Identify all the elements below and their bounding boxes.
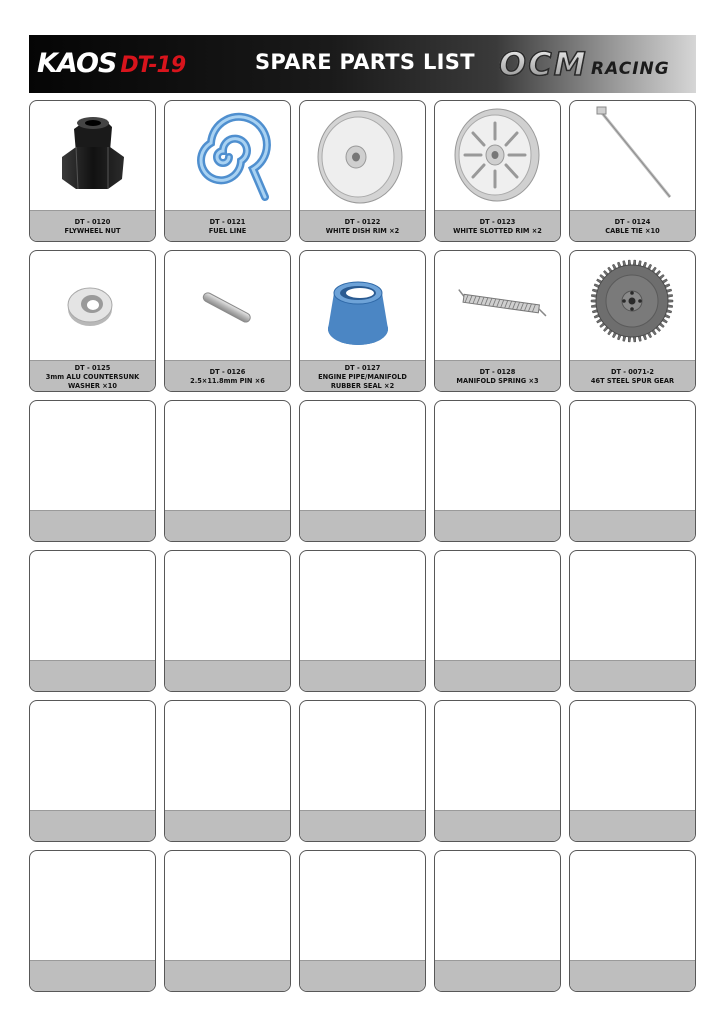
empty-part-card — [299, 700, 426, 842]
part-code: DT - 0120 — [74, 218, 111, 226]
empty-part-card — [29, 850, 156, 992]
part-code: DT - 0122 — [344, 218, 381, 226]
part-label — [570, 660, 695, 692]
part-card — [164, 250, 291, 392]
rubber-seal-icon — [300, 251, 425, 359]
empty-part-card — [164, 850, 291, 992]
empty-image-area — [165, 551, 290, 659]
part-label — [300, 960, 425, 992]
empty-part-card — [29, 550, 156, 692]
empty-image-area — [165, 851, 290, 959]
part-name: 46T STEEL SPUR GEAR — [590, 377, 675, 385]
empty-image-area — [435, 401, 560, 509]
brand-sub: DT-19 — [120, 53, 186, 78]
part-name: ENGINE PIPE/MANIFOLD — [318, 372, 407, 381]
spring-icon — [435, 251, 560, 359]
spur-gear-icon — [570, 251, 695, 359]
part-label — [30, 960, 155, 992]
part-code: DT - 0121 — [209, 218, 246, 226]
part-label — [30, 210, 155, 242]
empty-image-area — [435, 551, 560, 659]
ocm-logo-main: OCM — [499, 45, 588, 83]
slotted-rim-icon — [435, 101, 560, 209]
part-name: FUEL LINE — [208, 227, 247, 235]
part-label — [435, 210, 560, 242]
empty-image-area — [165, 401, 290, 509]
part-label — [30, 810, 155, 842]
ocm-logo-sub: RACING — [591, 59, 670, 79]
flywheel-nut-icon — [30, 101, 155, 209]
part-card — [569, 100, 696, 242]
empty-image-area — [300, 401, 425, 509]
empty-part-card — [29, 700, 156, 842]
empty-image-area — [300, 701, 425, 809]
part-name: WHITE SLOTTED RIM ×2 — [453, 227, 542, 235]
empty-part-card — [164, 700, 291, 842]
part-label — [165, 210, 290, 242]
part-card — [434, 250, 561, 392]
part-name: 3mm ALU COUNTERSUNK — [45, 372, 140, 381]
empty-image-area — [30, 701, 155, 809]
empty-part-card — [569, 700, 696, 842]
empty-part-card — [569, 850, 696, 992]
part-label — [30, 360, 155, 392]
part-code: DT - 0125 — [74, 363, 111, 372]
empty-image-area — [300, 851, 425, 959]
part-label — [570, 510, 695, 542]
part-card — [164, 100, 291, 242]
part-label — [165, 510, 290, 542]
part-card — [29, 250, 156, 392]
page-header — [29, 35, 696, 93]
empty-image-area — [435, 851, 560, 959]
part-code: DT - 0128 — [479, 368, 516, 376]
part-label — [435, 810, 560, 842]
empty-part-card — [299, 400, 426, 542]
part-label — [30, 510, 155, 542]
part-code: DT - 0127 — [344, 363, 381, 372]
empty-image-area — [30, 851, 155, 959]
empty-image-area — [570, 401, 695, 509]
part-label — [570, 810, 695, 842]
part-card — [569, 250, 696, 392]
pin-icon — [165, 251, 290, 359]
part-label — [300, 360, 425, 392]
dish-rim-icon — [300, 101, 425, 209]
part-label — [435, 660, 560, 692]
empty-part-card — [29, 400, 156, 542]
part-code: DT - 0124 — [614, 218, 651, 226]
empty-part-card — [299, 550, 426, 692]
kaos-dt19-logo — [37, 48, 185, 80]
part-name: WASHER ×10 — [68, 381, 117, 390]
part-code: DT - 0071-2 — [611, 368, 654, 376]
part-label — [435, 510, 560, 542]
ocm-racing-logo — [499, 45, 691, 85]
part-label — [570, 960, 695, 992]
empty-part-card — [569, 400, 696, 542]
brand-main: KAOS — [37, 48, 117, 79]
part-label — [165, 360, 290, 392]
part-label — [570, 360, 695, 392]
part-code: DT - 0126 — [209, 368, 246, 376]
part-label — [300, 210, 425, 242]
empty-image-area — [30, 401, 155, 509]
empty-part-card — [164, 400, 291, 542]
part-name: 2.5×11.8mm PIN ×6 — [190, 377, 265, 385]
part-label — [300, 510, 425, 542]
part-card — [29, 100, 156, 242]
empty-image-area — [30, 551, 155, 659]
part-name: RUBBER SEAL ×2 — [330, 381, 395, 390]
part-name: FLYWHEEL NUT — [64, 227, 121, 235]
empty-part-card — [434, 400, 561, 542]
empty-image-area — [435, 701, 560, 809]
part-label — [435, 360, 560, 392]
part-label — [435, 960, 560, 992]
part-card — [434, 100, 561, 242]
empty-part-card — [299, 850, 426, 992]
page-title: SPARE PARTS LIST — [255, 50, 475, 74]
empty-image-area — [165, 701, 290, 809]
part-label — [30, 660, 155, 692]
empty-part-card — [434, 550, 561, 692]
empty-part-card — [164, 550, 291, 692]
empty-part-card — [434, 850, 561, 992]
empty-image-area — [300, 551, 425, 659]
empty-image-area — [570, 551, 695, 659]
cable-tie-icon — [570, 101, 695, 209]
part-label — [300, 660, 425, 692]
part-label — [570, 210, 695, 242]
empty-part-card — [434, 700, 561, 842]
part-card — [299, 250, 426, 392]
washer-icon — [30, 251, 155, 359]
part-label — [165, 960, 290, 992]
part-label — [165, 810, 290, 842]
part-label — [300, 810, 425, 842]
fuel-line-icon — [165, 101, 290, 209]
part-card — [299, 100, 426, 242]
part-name: MANIFOLD SPRING ×3 — [456, 377, 539, 385]
part-name: WHITE DISH RIM ×2 — [325, 227, 400, 235]
part-name: CABLE TIE ×10 — [605, 227, 660, 235]
empty-image-area — [570, 701, 695, 809]
empty-image-area — [570, 851, 695, 959]
empty-part-card — [569, 550, 696, 692]
part-code: DT - 0123 — [479, 218, 516, 226]
part-label — [165, 660, 290, 692]
